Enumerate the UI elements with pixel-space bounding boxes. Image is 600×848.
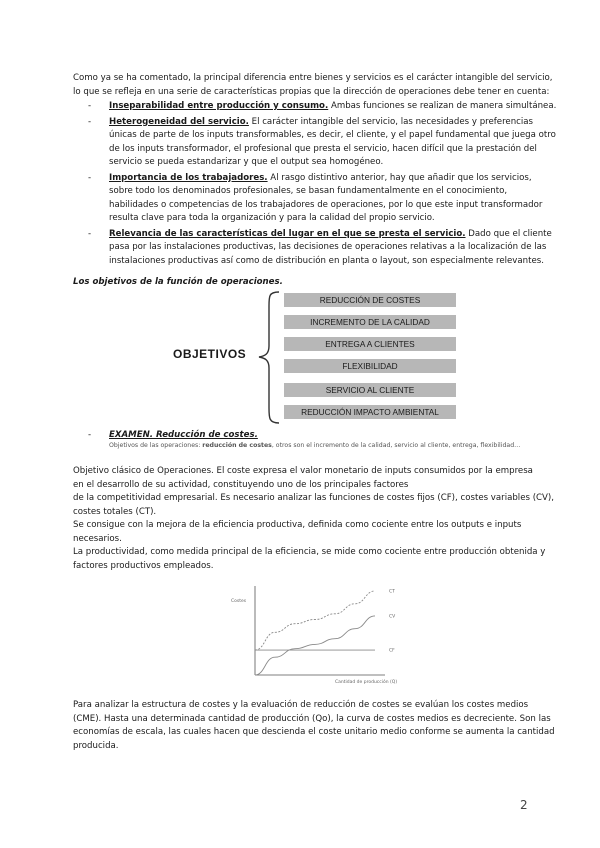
exam-note-bold: reducción de costes: [202, 442, 272, 449]
exam-title: EXAMEN. Reducción de costes.: [109, 430, 258, 440]
series-label-ct: CT: [389, 589, 395, 595]
y-axis-label: Costes: [231, 599, 247, 604]
objectives-label: OBJETIVOS: [173, 347, 247, 361]
costs-line: La productividad, como medida principal de la eficiencia, se mide como cociente entre producción obtenida y factores productivos empleados.: [73, 547, 546, 571]
list-item: [88, 116, 558, 170]
characteristics-list: [88, 100, 558, 270]
exam-note: [109, 442, 520, 449]
list-item: [88, 172, 558, 226]
costs-paragraph: [73, 465, 559, 573]
bullet-dash: -: [88, 430, 92, 440]
bullet-dash: -: [88, 101, 92, 111]
objective-box: INCREMENTO DE LA CALIDAD: [284, 315, 456, 329]
list-item: [88, 100, 558, 114]
bullet-dash: -: [88, 228, 92, 239]
costs-line: en el desarrollo de su actividad, constituyendo uno de los principales factores: [73, 479, 409, 490]
objective-box: FLEXIBILIDAD: [284, 359, 456, 373]
curly-brace-icon: [255, 290, 281, 425]
bullet-dash: -: [88, 116, 92, 127]
list-item: [88, 228, 558, 269]
bullet-heading: Heterogeneidad del servicio.: [109, 116, 249, 127]
series-label-cf: CF: [389, 648, 395, 654]
series-line-ct: [255, 591, 375, 650]
exam-note-prefix: Objetivos de las operaciones:: [109, 442, 203, 449]
bullet-heading: Relevancia de las características del lugar en el que se presta el servicio.: [109, 228, 466, 239]
bullet-text: Ambas funciones se realizan de manera simultánea.: [328, 101, 557, 111]
costs-chart: [225, 578, 405, 688]
series-line-cv: [255, 616, 375, 675]
intro-paragraph: Como ya se ha comentado, la principal diferencia entre bienes y servicios es el carácter intangible del servicio, lo que se refleja en una serie de características propias que la dirección de operaciones debe tener en cuenta:: [73, 73, 553, 97]
bullet-text: Al rasgo distintivo anterior, hay que añadir que los servicios, sobre todo los denominados profesionales, se basan fundamentalmente en el conocimiento, habilidades o competencias de los trabajadores de operaciones, por lo que este input transformador resulta clave para toda la organización y para la calidad del propio servicio.: [109, 172, 543, 223]
series-label-cv: CV: [389, 614, 396, 620]
closing-paragraph: Para analizar la estructura de costes y la evaluación de reducción de costes se evalúan los costes medios (CME). Hasta una determinada cantidad de producción (Qo), la curva de costes medios es decreciente. Son las economías de escala, las cuales hacen que descienda el coste unitario medio conforme se aumenta la cantidad producida.: [73, 700, 555, 751]
objective-box: ENTREGA A CLIENTES: [284, 337, 456, 351]
objectives-section-title: Los objetivos de la función de operaciones.: [73, 277, 283, 287]
bullet-text: El carácter intangible del servicio, las necesidades y preferencias únicas de parte de los inputs transformables, es decir, el cliente, y el papel fundamental que juega otro de los inputs transformador, el profesional que presta el servicio, hacen difícil que la prestación del servicio se pueda estandarizar y que el output sea homogéneo.: [109, 116, 556, 167]
exam-note-suffix: , otros son el incremento de la calidad, servicio al cliente, entrega, flexibilidad…: [271, 442, 521, 449]
costs-line: Objetivo clásico de Operaciones. El coste expresa el valor monetario de inputs consumidos por la empresa: [73, 466, 533, 476]
objective-box: SERVICIO AL CLIENTE: [284, 383, 456, 397]
objectives-diagram: [160, 290, 470, 425]
costs-line: de la competitividad empresarial. Es necesario analizar las funciones de costes fijos (CF), costes variables (CV), costes totales (CT).: [73, 493, 555, 517]
bullet-heading: Inseparabilidad entre producción y consumo.: [109, 101, 329, 111]
objective-box: REDUCCIÓN DE COSTES: [284, 293, 456, 307]
x-axis-label: Cantidad de producción (Q): [335, 680, 398, 685]
bullet-dash: -: [88, 172, 92, 183]
bullet-heading: Importancia de los trabajadores.: [109, 172, 268, 183]
bullet-text: Dado que el cliente pasa por las instalaciones productivas, las decisiones de operaciones relativas a la localización de las instalaciones productivas así como de distribución en planta o layout, son especialmente relevantes.: [109, 228, 552, 266]
page-number: 2: [520, 798, 528, 812]
costs-line: Se consigue con la mejora de la eficiencia productiva, definida como cociente entre los outputs e inputs necesarios.: [73, 520, 522, 544]
objective-box: REDUCCIÓN IMPACTO AMBIENTAL: [284, 405, 456, 419]
